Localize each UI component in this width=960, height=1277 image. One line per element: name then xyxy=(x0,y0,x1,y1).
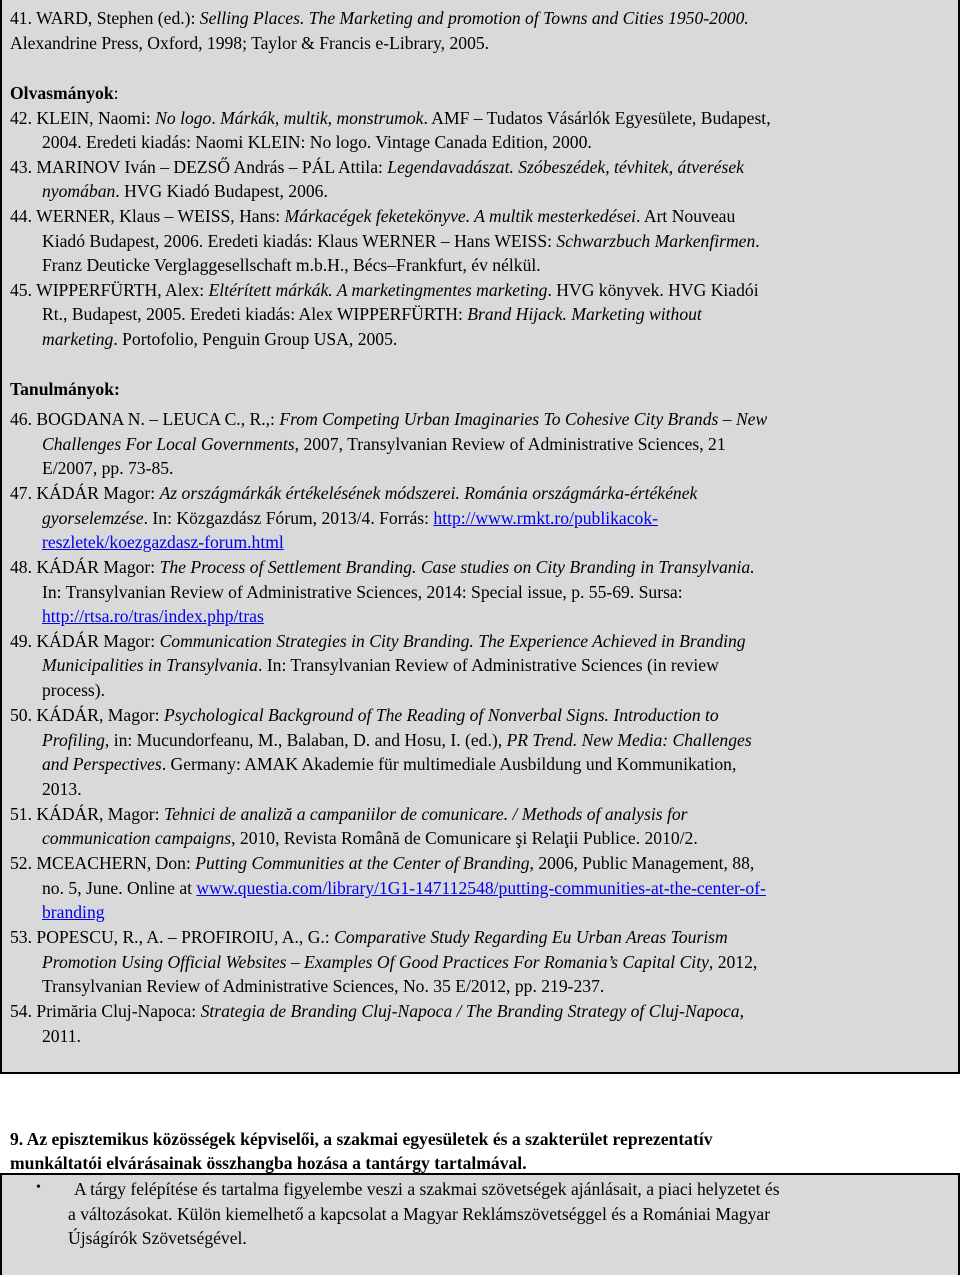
section-9-text-line1: A tárgy felépítése és tartalma figyelembe veszi a szakmai szövetségek ajánlásait, a piaci helyzetet és xyxy=(74,1179,780,1199)
section-9-title-line1: 9. Az episztemikus közösségek képviselői, a szakmai egyesületek és a szakterület reprezentatív xyxy=(10,1129,713,1149)
section-9-title xyxy=(10,1127,940,1175)
section-9-text-line3: Újságírók Szövetségével. xyxy=(68,1228,247,1248)
ref-43-line2: nyomában. HVG Kiadó Budapest, 2006. xyxy=(42,181,328,201)
ref-48-line2: In: Transylvanian Review of Administrative Sciences, 2014: Special issue, p. 55-69. Sursa: xyxy=(42,582,683,602)
bullet-dot-icon: • xyxy=(36,1180,41,1195)
ref-52-line3 xyxy=(42,901,105,923)
section-9-text-line2: a változásokat. Külön kiemelhető a kapcsolat a Magyar Reklámszövetséggel és a Romániai Magyar xyxy=(68,1204,771,1224)
ref-45-line3: marketing. Portofolio, Penguin Group USA, 2005. xyxy=(42,329,398,349)
section-9-title-line2: munkáltatói elvárásainak összhangba hozása a tantárgy tartalmával. xyxy=(10,1153,527,1173)
ref-49-line1: 49. KÁDÁR Magor: Communication Strategies in City Branding. The Experience Achieved in Branding xyxy=(10,631,746,651)
ref-50-line3: and Perspectives. Germany: AMAK Akademie für multimediale Ausbildung und Kommunikation, xyxy=(42,754,737,774)
ref-47-line3 xyxy=(42,531,284,553)
ref-46-line3: E/2007, pp. 73-85. xyxy=(42,458,174,478)
link-rmkt[interactable]: http://www.rmkt.ro/publikacok- xyxy=(433,508,659,528)
link-rtsa[interactable]: http://rtsa.ro/tras/index.php/tras xyxy=(42,606,264,626)
heading-tanulmanyok: Tanulmányok: xyxy=(10,379,120,399)
ref-45-line2: Rt., Budapest, 2005. Eredeti kiadás: Alex WIPPERFÜRTH: Brand Hijack. Marketing without xyxy=(42,304,702,324)
ref-50-line2: Profiling, in: Mucundorfeanu, M., Balaban, D. and Hosu, I. (ed.), PR Trend. New Media: Challenges xyxy=(42,730,752,750)
ref-44-line3: Franz Deuticke Verglaggesellschaft m.b.H., Bécs–Frankfurt, év nélkül. xyxy=(42,255,541,275)
link-questia[interactable]: www.questia.com/library/1G1-147112548/putting-communities-at-the-center-of- xyxy=(196,878,766,898)
ref-43-line1: 43. MARINOV Iván – DEZSŐ András – PÁL Attila: Legendavadászat. Szóbeszédek, tévhitek, átverések xyxy=(10,157,744,177)
ref-46-line2: Challenges For Local Governments, 2007, Transylvanian Review of Administrative Sciences, 21 xyxy=(42,434,726,454)
ref-41-line2: Alexandrine Press, Oxford, 1998; Taylor & Francis e-Library, 2005. xyxy=(10,33,490,53)
ref-44-line2: Kiadó Budapest, 2006. Eredeti kiadás: Klaus WERNER – Hans WEISS: Schwarzbuch Markenfirmen. xyxy=(42,231,760,251)
ref-42-line2: 2004. Eredeti kiadás: Naomi KLEIN: No logo. Vintage Canada Edition, 2000. xyxy=(42,132,592,152)
ref-51-line2: communication campaigns, 2010, Revista Română de Comunicare şi Relaţii Publice. 2010/2. xyxy=(42,828,698,848)
ref-50-line4: 2013. xyxy=(42,779,82,799)
ref-53-line1: 53. POPESCU, R., A. – PROFIROIU, A., G.: Comparative Study Regarding Eu Urban Areas Tourism xyxy=(10,927,728,947)
ref-42-line1: 42. KLEIN, Naomi: No logo. Márkák, multik, monstrumok. AMF – Tudatos Vásárlók Egyesülete, Budapest, xyxy=(10,108,771,128)
ref-53-line2: Promotion Using Official Websites – Examples Of Good Practices For Romania’s Capital City, 2012, xyxy=(42,952,758,972)
ref-44-line1: 44. WERNER, Klaus – WEISS, Hans: Márkacégek feketekönyve. A multik mesterkedései. Art Nouveau xyxy=(10,206,736,226)
ref-48-line1: 48. KÁDÁR Magor: The Process of Settlement Branding. Case studies on City Branding in Transylvania. xyxy=(10,557,755,577)
link-rmkt-cont[interactable]: reszletek/koezgazdasz-forum.html xyxy=(42,532,284,552)
ref-52-line1: 52. MCEACHERN, Don: Putting Communities at the Center of Branding, 2006, Public Management, 88, xyxy=(10,853,755,873)
ref-50-line1: 50. KÁDÁR, Magor: Psychological Background of The Reading of Nonverbal Signs. Introduction to xyxy=(10,705,719,725)
link-questia-cont[interactable]: branding xyxy=(42,902,105,922)
ref-48-line3 xyxy=(42,605,264,627)
ref-54-line1: 54. Primăria Cluj-Napoca: Strategia de Branding Cluj-Napoca / The Branding Strategy of Cluj-Napoca, xyxy=(10,1001,745,1021)
ref-47-line1: 47. KÁDÁR Magor: Az országmárkák értékelésének módszerei. Románia országmárka-értékének xyxy=(10,483,698,503)
ref-51-line1: 51. KÁDÁR, Magor: Tehnici de analiză a campaniilor de comunicare. / Methods of analysis for xyxy=(10,804,688,824)
ref-54-line2: 2011. xyxy=(42,1026,81,1046)
ref-52-line2: no. 5, June. Online at www.questia.com/library/1G1-147112548/putting-communities-at-the-center-of- xyxy=(42,878,766,898)
ref-53-line3: Transylvanian Review of Administrative Sciences, No. 35 E/2012, pp. 219-237. xyxy=(42,976,605,996)
heading-olvasmanyok: Olvasmányok: xyxy=(10,83,119,103)
ref-45-line1: 45. WIPPERFÜRTH, Alex: Eltérített márkák. A marketingmentes marketing. HVG könyvek. HVG Kiadói xyxy=(10,280,759,300)
ref-49-line2: Municipalities in Transylvania. In: Transylvanian Review of Administrative Sciences (in review xyxy=(42,655,719,675)
ref-46-line1: 46. BOGDANA N. – LEUCA C., R.,: From Competing Urban Imaginaries To Cohesive City Brands – New xyxy=(10,409,768,429)
ref-49-line3: process). xyxy=(42,680,106,700)
ref-41-line1: 41. WARD, Stephen (ed.): Selling Places. The Marketing and promotion of Towns and Cities 1950-2000. xyxy=(10,8,749,28)
ref-47-line2: gyorselemzése. In: Közgazdász Fórum, 2013/4. Forrás: http://www.rmkt.ro/publikacok- xyxy=(42,508,659,528)
